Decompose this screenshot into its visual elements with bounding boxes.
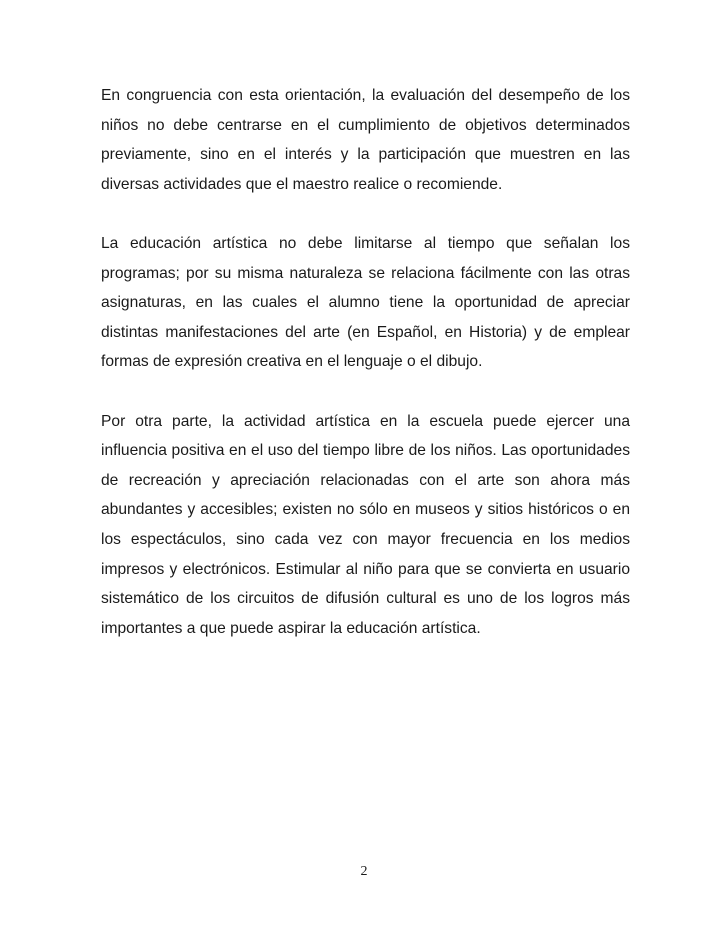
body-text	[101, 81, 630, 643]
paragraph-tiempo-libre: Por otra parte, la actividad artística en la escuela puede ejercer una influencia positiva en el uso del tiempo libre de los niños. Las oportunidades de recreación y apreciación relacionadas con el arte son ahora más abundantes y accesibles; existen no sólo en museos y sitios históricos o en los espectáculos, sino cada vez con mayor frecuencia en los medios impresos y electrónicos. Estimular al niño para que se convierta en usuario sistemático de los circuitos de difusión cultural es uno de los logros más importantes a que puede aspirar la educación artística.	[101, 412, 630, 637]
page-number: 2	[360, 864, 368, 879]
paragraph-educacion-artistica: La educación artística no debe limitarse al tiempo que señalan los programas; por su misma naturaleza se relaciona fácilmente con las otras asignaturas, en las cuales el alumno tiene la oportunidad de apreciar distintas manifestaciones del arte (en Español, en Historia) y de emplear formas de expresión creativa en el lenguaje o el dibujo.	[101, 234, 630, 371]
paragraph-evaluacion: En congruencia con esta orientación, la evaluación del desempeño de los niños no debe centrarse en el cumplimiento de objetivos determinados previamente, sino en el interés y la participación que muestren en las diversas actividades que el maestro realice o recomiende.	[101, 87, 630, 193]
